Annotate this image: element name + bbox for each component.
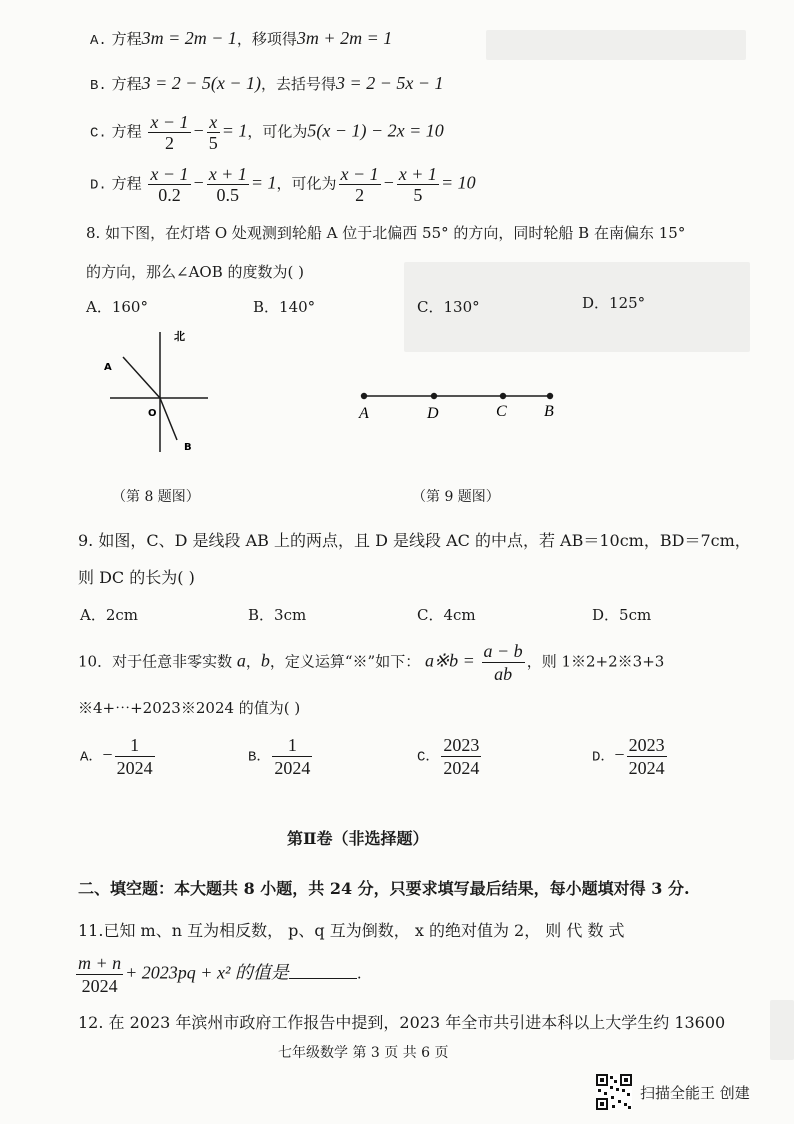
qr-code-icon [596,1074,632,1110]
fraction: $\frac{x - 1}{2}$ [340,164,379,205]
operation-definition: a※b = [425,650,475,671]
north-label: 北 [174,330,185,343]
figure-8-compass-diagram [100,322,240,462]
q8-option-a: A．160° [86,298,148,316]
bleed-through-shadow [486,30,746,60]
point-b-label: B [184,442,192,453]
point-d-label: D [427,405,439,422]
answer-blank[interactable] [289,964,357,979]
q7-option-c: C. 方程 $\frac{x - 1}{2}$ − $\frac{x}{5}$ = 1，可化为5(x − 1) − 2x = 10 [90,112,444,153]
q12-stem-line1: 12. 在 2023 年滨州市政府工作报告中提到，2023 年全市共引进本科以上大学生约 13600 [78,1013,726,1032]
equation: 3m + 2m = 1 [296,28,393,48]
fraction: $\frac{2023}{2024}$ [443,735,480,778]
q10-option-b: B． $\frac{1}{2024}$ [248,735,311,778]
q9-option-a: A．2cm [80,606,139,624]
point-o-label: O [148,408,157,419]
q10-stem-line1: 10．对于任意非零实数 a，b，定义运算“※”如下： a※b = $\frac{a - b}{ab}$ ，则 1※2+2※3+3 [78,641,665,684]
fraction: $\frac{x - 1}{2}$ [150,112,189,153]
q7-option-d: D. 方程 $\frac{x - 1}{0.2}$ − $\frac{x + 1}{0.5}$ = 1，可化为 $\frac{x - 1}{2}$ − $\frac{x + 1}{5}$ = 10 [90,164,476,205]
q8-stem-line1: 8. 如下图，在灯塔 O 处观测到轮船 A 位于北偏西 55° 的方向，同时轮船 B 在南偏东 15° [86,224,686,242]
option-text: 方程 [111,174,142,193]
q9-option-c: C．4cm [417,606,476,624]
fraction: $\frac{2023}{2024}$ [628,735,665,778]
option-text: ，移项得 [236,30,297,48]
point-c-label: C [496,403,507,420]
q7-option-a [90,28,392,49]
point-d-dot [431,393,437,399]
scanner-watermark: 扫描全能王 创建 [640,1084,750,1102]
fraction: $\frac{x}{5}$ [208,112,218,153]
equation: 5(x − 1) − 2x = 10 [307,120,444,141]
fraction: $\frac{x + 1}{5}$ [398,164,437,205]
q9-stem-line2: 则 DC 的长为( ) [78,568,195,587]
equation: 3 = 2 − 5x − 1 [336,73,444,93]
point-a-label: A [104,362,112,373]
q7-option-b [90,73,443,94]
q11-stem-line2: $\frac{m + n}{2024}$ + 2023pq + x² 的值是 . [78,953,362,996]
option-text: ，去括号得 [261,75,337,93]
option-text: ，可化为 [276,174,337,193]
option-text: 方程 [111,30,142,48]
equation: 3 = 2 − 5(x − 1) [141,73,262,93]
q10-option-a: A．− $\frac{1}{2024}$ [80,735,153,778]
fraction: $\frac{1}{2024}$ [116,735,153,778]
fraction: $\frac{a - b}{ab}$ [483,641,523,684]
figure-9-caption: （第 9 题图） [412,489,500,505]
q8-stem-line2: 的方向，那么∠AOB 的度数为( ) [86,263,304,281]
fraction: $\frac{1}{2024}$ [274,735,311,778]
q8-option-c: C．130° [417,298,480,316]
q11-stem-line1: 11.已知 m、n 互为相反数， p、q 互为倒数， x 的绝对值为 2， 则 代 数 式 [78,921,625,940]
q10-option-d: D．− $\frac{2023}{2024}$ [592,735,665,778]
point-c-dot [500,393,506,399]
q10-option-c: C． $\frac{2023}{2024}$ [417,735,480,778]
option-text: ，可化为 [247,122,308,141]
option-label: C. [90,125,107,142]
option-text: 方程 [111,75,142,93]
equation: 3m = 2m − 1 [141,28,237,48]
fraction: $\frac{x + 1}{0.5}$ [208,164,247,205]
q9-option-b: B．3cm [248,606,307,624]
figure-8-caption: （第 8 题图） [112,489,200,505]
page-footer: 七年级数学 第 3 页 共 6 页 [278,1045,449,1061]
q9-option-d: D．5cm [592,606,652,624]
q8-option-b: B．140° [253,298,316,316]
fraction: $\frac{m + n}{2024}$ [78,953,122,996]
q10-stem-line2: ※4+⋯+2023※2024 的值为( ) [78,699,301,717]
option-text: 方程 [111,122,142,141]
option-label: B. [90,78,107,94]
part-heading: 二、填空题：本大题共 8 小题，共 24 分，只要求填写最后结果，每小题填对得 3 分. [78,879,690,898]
option-label: D. [90,177,107,194]
point-a-dot [361,393,367,399]
section-title: 第Ⅱ卷（非选择题） [287,829,429,848]
point-b-dot [547,393,553,399]
q8-option-d: D．125° [582,294,646,312]
ray-oa [123,357,160,398]
point-a-label: A [359,405,369,422]
option-label: A. [90,33,107,49]
point-b-label: B [544,403,554,420]
figure-9-segment-diagram [350,382,570,426]
q9-stem-line1: 9. 如图，C、D 是线段 AB 上的两点，且 D 是线段 AC 的中点，若 AB＝10cm，BD＝7cm， [78,531,751,550]
fraction: $\frac{x - 1}{0.2}$ [150,164,189,205]
ray-ob [160,398,177,440]
bleed-through-shadow [770,1000,794,1060]
